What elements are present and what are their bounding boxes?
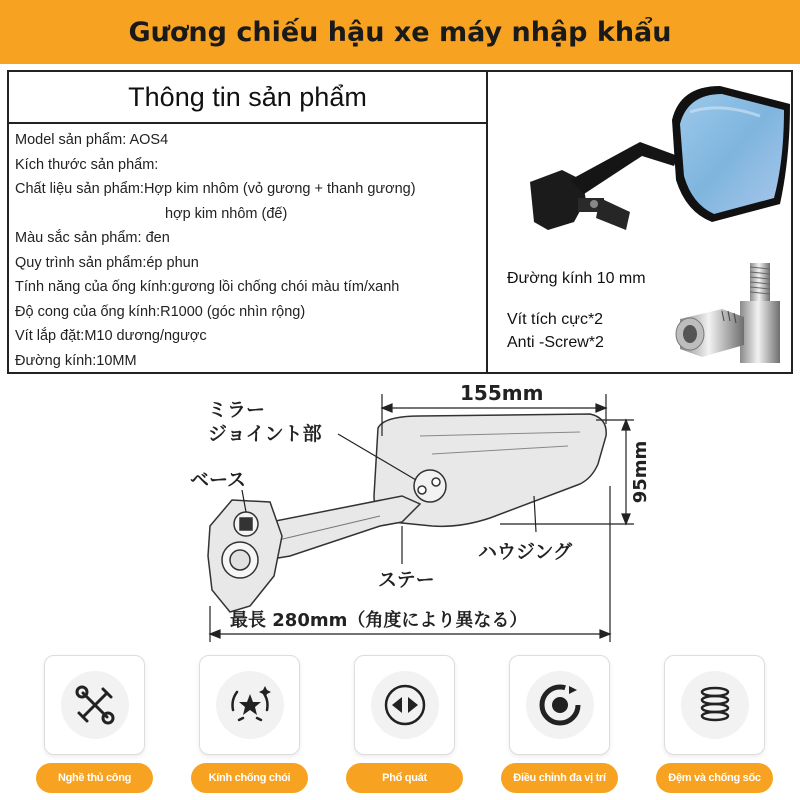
height-dimension: 95mm [630, 440, 651, 504]
feature-label: Điều chỉnh đa vị trí [501, 763, 618, 793]
mirror-label: ミラー [208, 399, 266, 421]
housing-label: ハウジング [478, 541, 573, 563]
joint-label: ジョイント部 [208, 423, 322, 445]
feature-card [197, 655, 302, 795]
spec-row: Vít lắp đặt:M10 dương/ngược [15, 328, 207, 344]
arrows-icon [380, 680, 430, 730]
spec-title: Thông tin sản phẩm [9, 72, 486, 124]
tools-icon [73, 683, 117, 727]
dimension-diagram [170, 376, 651, 646]
screw-set-photo [660, 257, 790, 372]
feature-row [40, 655, 770, 795]
stay-label: ステー [378, 569, 435, 591]
screw-line-2: Anti -Screw*2 [507, 334, 604, 351]
spec-row: Chất liệu sản phẩm:Hợp kim nhôm (vỏ gương + thanh gương) [15, 181, 416, 197]
spec-row: Tính năng của ống kính:gương lồi chống chói màu tím/xanh [15, 279, 400, 295]
title-banner [0, 0, 800, 64]
spec-row: Quy trình sản phẩm:ép phun [15, 254, 199, 271]
spec-row: hợp kim nhôm (đế) [165, 205, 288, 222]
screw-label [507, 308, 604, 354]
coil-icon [690, 680, 740, 730]
spec-row: Kích thước sản phẩm: [15, 156, 159, 173]
spec-row: Màu sắc sản phẩm: đen [15, 230, 170, 246]
mirror-photo [490, 72, 791, 272]
spec-row: Độ cong của ống kính:R1000 (góc nhìn rộng) [15, 303, 306, 320]
page-title: Gương chiếu hậu xe máy nhập khẩu [128, 16, 672, 48]
feature-label: Kính chống chói [191, 763, 308, 793]
screw-line-1: Vít tích cực*2 [507, 311, 604, 328]
feature-card [42, 655, 147, 795]
diameter-label: Đường kính 10 mm [507, 270, 646, 287]
feature-label: Nghề thủ công [36, 763, 153, 793]
feature-card [507, 655, 612, 795]
feature-card [662, 655, 767, 795]
product-photo-panel [490, 72, 791, 372]
feature-label: Đệm và chống sốc [656, 763, 773, 793]
spec-row: Model sản phẩm: AOS4 [15, 132, 169, 148]
feature-label: Phổ quát [346, 763, 463, 793]
spec-row: Đường kính:10MM [15, 352, 137, 369]
star-burst-icon [225, 680, 275, 730]
spec-list [9, 124, 486, 377]
base-label: ベース [190, 469, 247, 491]
product-info-box [7, 70, 793, 374]
feature-card [352, 655, 457, 795]
width-dimension: 155mm [460, 381, 544, 405]
spec-panel [9, 72, 488, 372]
rotate-icon [535, 680, 585, 730]
length-dimension: 最長 280mm（角度により異なる） [230, 610, 528, 631]
